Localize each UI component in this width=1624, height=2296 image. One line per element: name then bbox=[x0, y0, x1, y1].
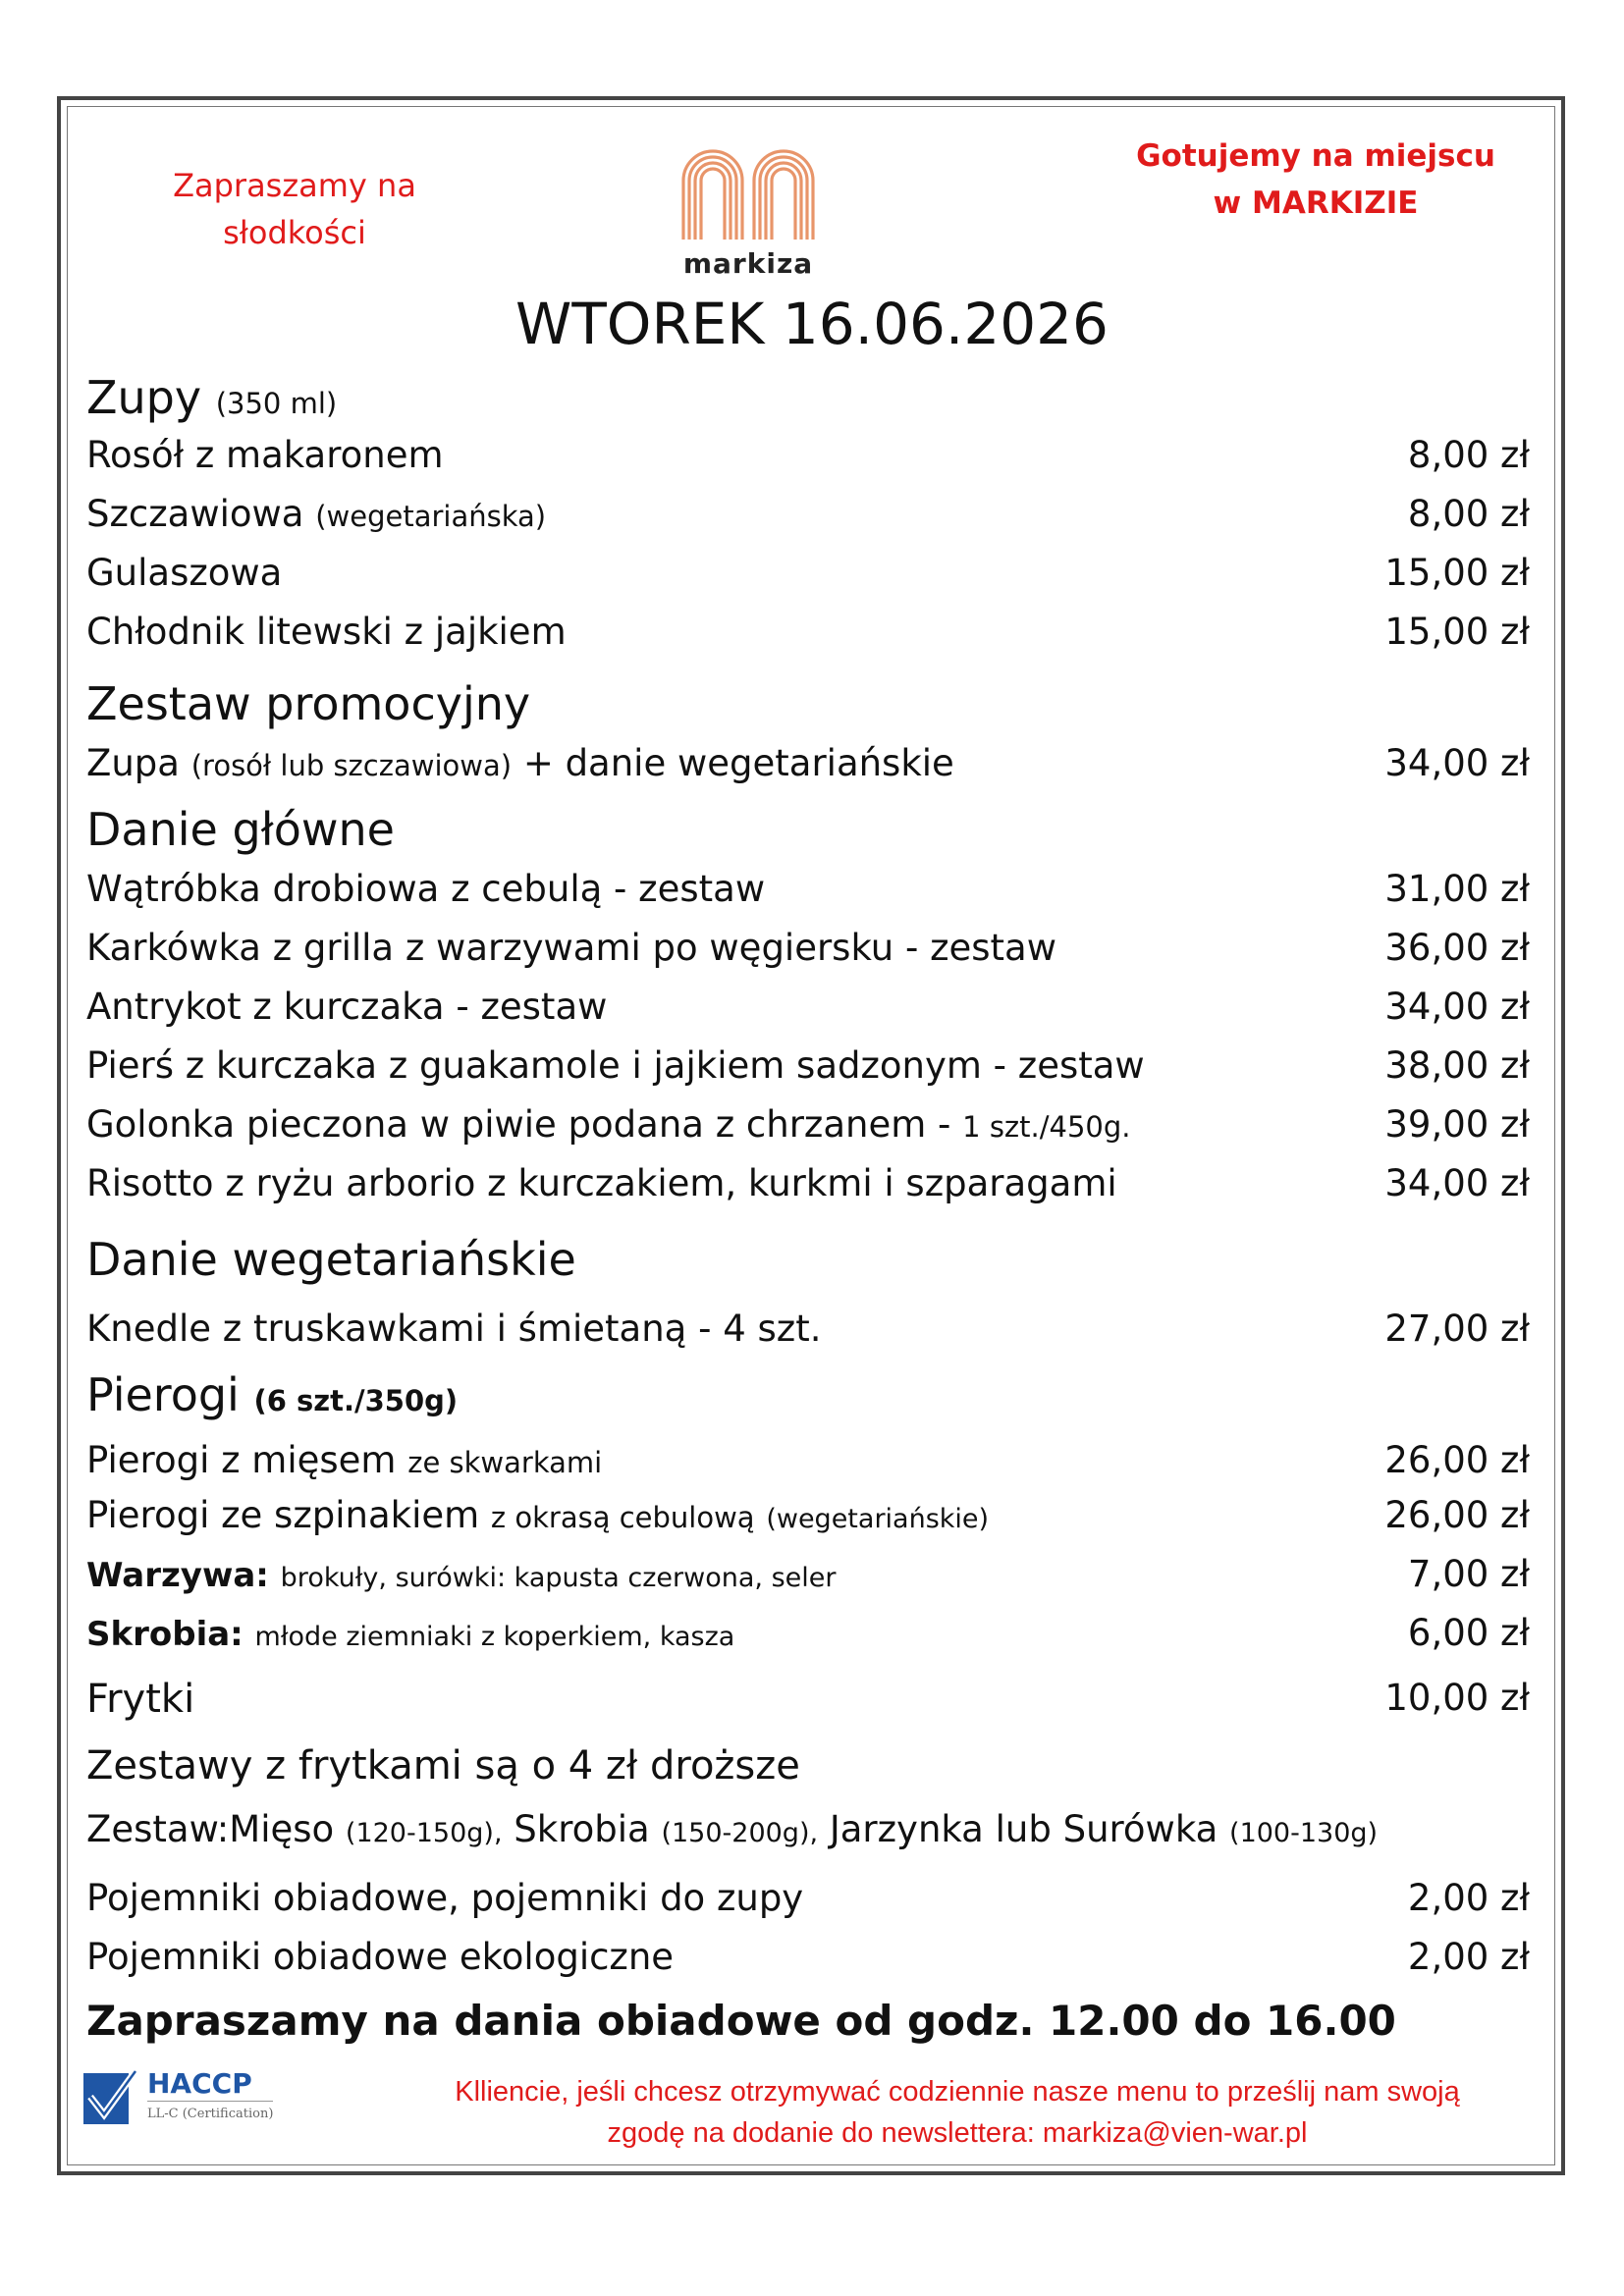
logo-wordmark: markiza bbox=[682, 247, 814, 280]
haccp-divider bbox=[147, 2101, 273, 2102]
side-label: Warzywa: bbox=[86, 1556, 269, 1595]
item-name: Antrykot z kurczaka - zestaw bbox=[86, 986, 608, 1028]
set-part: Zestaw:Mięso bbox=[86, 1808, 335, 1850]
item-price: 39,00 zł bbox=[1384, 1103, 1530, 1146]
item-name: Gulaszowa bbox=[86, 552, 283, 594]
item-name: Pierogi z mięsem bbox=[86, 1439, 397, 1481]
item-price: 8,00 zł bbox=[1407, 434, 1530, 476]
markiza-logo-icon bbox=[677, 143, 819, 241]
item-note-2: (wegetariańskie) bbox=[766, 1504, 990, 1534]
item-price: 27,00 zł bbox=[1384, 1308, 1530, 1350]
item-price: 10,00 zł bbox=[1384, 1677, 1530, 1719]
item-price: 36,00 zł bbox=[1384, 927, 1530, 969]
item-name: Golonka pieczona w piwie podana z chrzanem - bbox=[86, 1103, 951, 1146]
item-name: Pierogi ze szpinakiem bbox=[86, 1494, 480, 1536]
sweets-invitation-line2: słodkości bbox=[223, 214, 366, 251]
haccp-title: HACCP bbox=[147, 2067, 252, 2100]
item-name: Knedle z truskawkami i śmietaną - 4 szt. bbox=[86, 1308, 822, 1350]
item-name: Rosół z makaronem bbox=[86, 434, 444, 476]
item-price: 6,00 zł bbox=[1407, 1612, 1530, 1654]
item-note: z okrasą cebulową bbox=[490, 1501, 755, 1534]
newsletter-line2: zgodę na dodanie do newslettera: markiza@vien-war.pl bbox=[607, 2117, 1308, 2149]
cooking-note-line1: Gotujemy na miejscu bbox=[1136, 138, 1495, 174]
opening-hours-text: Zapraszamy na dania obiadowe od godz. 12.00 do 16.00 bbox=[86, 1997, 1396, 2045]
item-note: 1 szt./450g. bbox=[962, 1110, 1131, 1144]
section-title: Zestaw promocyjny bbox=[86, 677, 531, 730]
item-name: Karkówka z grilla z warzywami po węgiersku - zestaw bbox=[86, 927, 1056, 969]
section-title: Pierogi bbox=[86, 1368, 240, 1421]
sweets-invitation bbox=[147, 162, 442, 256]
section-note: (6 szt./350g) bbox=[253, 1384, 459, 1417]
menu-date-title: WTOREK 16.06.2026 bbox=[515, 291, 1109, 357]
set-note: (150-200g), bbox=[661, 1818, 819, 1848]
sweets-invitation-line1: Zapraszamy na bbox=[173, 167, 416, 204]
item-price: 7,00 zł bbox=[1407, 1553, 1530, 1595]
item-name: Risotto z ryżu arborio z kurczakiem, kurkmi i szparagami bbox=[86, 1162, 1117, 1204]
item-name: Zupa bbox=[86, 742, 180, 784]
item-name: Pierś z kurczaka z guakamole i jajkiem sadzonym - zestaw bbox=[86, 1044, 1145, 1087]
side-note: brokuły, surówki: kapusta czerwona, seler bbox=[280, 1563, 837, 1593]
cooking-note bbox=[1119, 133, 1512, 227]
info-text: Zestawy z frytkami są o 4 zł droższe bbox=[86, 1743, 800, 1789]
side-label: Skrobia: bbox=[86, 1615, 244, 1654]
item-price: 26,00 zł bbox=[1384, 1439, 1530, 1481]
section-title: Zupy bbox=[86, 371, 202, 424]
set-note: (100-130g) bbox=[1229, 1818, 1379, 1848]
set-part: Jarzynka lub Surówka bbox=[829, 1808, 1218, 1850]
item-price: 34,00 zł bbox=[1384, 1162, 1530, 1204]
item-price: 2,00 zł bbox=[1407, 1877, 1530, 1919]
item-price: 34,00 zł bbox=[1384, 986, 1530, 1028]
haccp-check-icon bbox=[82, 2067, 139, 2126]
item-price: 31,00 zł bbox=[1384, 868, 1530, 910]
item-price: 15,00 zł bbox=[1384, 611, 1530, 653]
set-note: (120-150g), bbox=[345, 1818, 503, 1848]
item-name: Chłodnik litewski z jajkiem bbox=[86, 611, 567, 653]
item-note: ze skwarkami bbox=[407, 1446, 603, 1479]
item-price: 15,00 zł bbox=[1384, 552, 1530, 594]
item-name: Pojemniki obiadowe ekologiczne bbox=[86, 1936, 675, 1978]
item-name: Pojemniki obiadowe, pojemniki do zupy bbox=[86, 1877, 804, 1919]
item-price: 34,00 zł bbox=[1384, 742, 1530, 784]
haccp-subtitle: LL-C (Certification) bbox=[147, 2107, 274, 2121]
side-note: młode ziemniaki z koperkiem, kasza bbox=[254, 1622, 735, 1652]
item-note: (rosół lub szczawiowa) bbox=[190, 749, 513, 782]
item-price: 38,00 zł bbox=[1384, 1044, 1530, 1087]
item-note: (wegetariańska) bbox=[315, 500, 547, 533]
item-name: Wątróbka drobiowa z cebulą - zestaw bbox=[86, 868, 766, 910]
item-name-rest: + danie wegetariańskie bbox=[522, 742, 954, 784]
item-price: 2,00 zł bbox=[1407, 1936, 1530, 1978]
newsletter-note bbox=[383, 2071, 1532, 2154]
section-title: Danie wegetariańskie bbox=[86, 1233, 576, 1286]
item-price: 26,00 zł bbox=[1384, 1494, 1530, 1536]
section-note: (350 ml) bbox=[215, 387, 338, 420]
newsletter-line1: Klliencie, jeśli chcesz otrzymywać codziennie nasze menu to prześlij nam swoją bbox=[455, 2076, 1460, 2108]
section-title: Danie główne bbox=[86, 803, 395, 856]
item-price: 8,00 zł bbox=[1407, 493, 1530, 535]
set-part: Skrobia bbox=[514, 1808, 650, 1850]
cooking-note-line2: w MARKIZIE bbox=[1213, 186, 1419, 221]
item-name: Szczawiowa bbox=[86, 493, 304, 535]
side-label: Frytki bbox=[86, 1677, 195, 1722]
